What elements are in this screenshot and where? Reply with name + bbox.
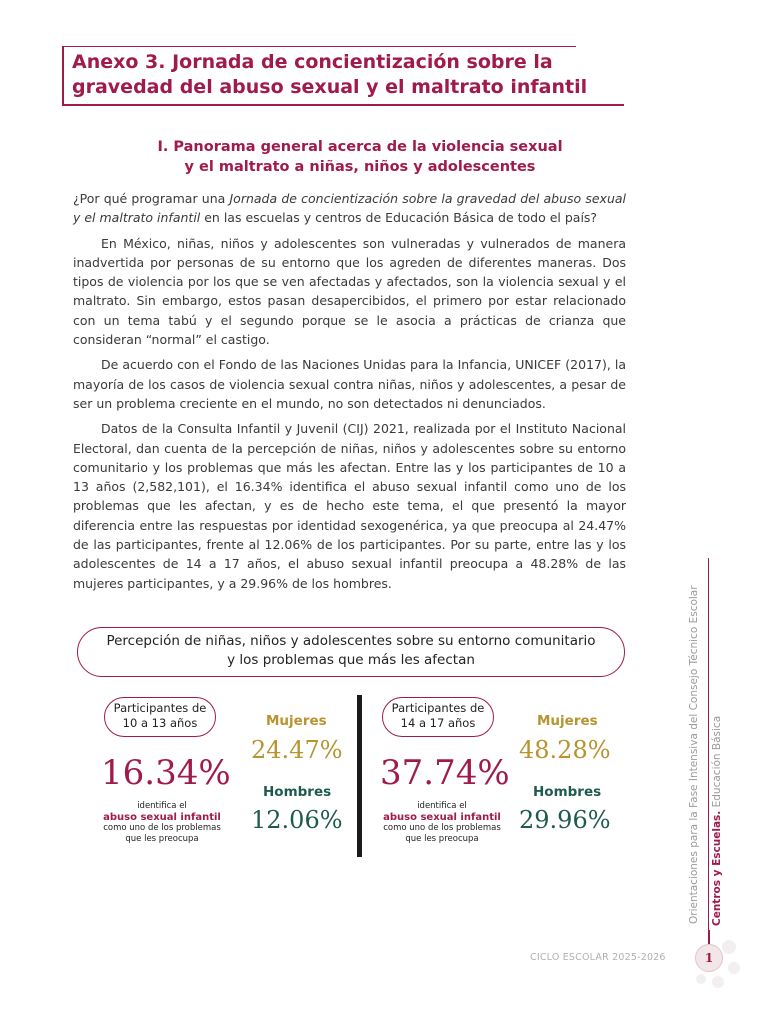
- title-frame-left: [62, 46, 64, 106]
- decor-circle: [722, 940, 736, 954]
- side-caption-rest: Educación Básica: [711, 715, 723, 811]
- title-frame-bottom: [62, 104, 624, 106]
- p1-end: en las escuelas y centros de Educación Básica de todo el país?: [200, 210, 598, 226]
- group-2-desc-line-1: identifica el: [417, 801, 467, 811]
- infographic-title-line-2: y los problemas que más les afectan: [227, 652, 475, 668]
- page-number: 1: [695, 944, 723, 972]
- paragraph-4: Datos de la Consulta Infantil y Juvenil (CIJ) 2021, realizada por el Instituto Nacional Electoral, dan cuenta de la percepción de niñas, niños y adolescentes sobre su entorno comunitario y los problemas que más les afectan. Entre las y los participantes de 10 a 13 años (2,582,101), el 16.34% identifica el abuso sexual infantil como uno de los problemas que les afectan, y es de hecho este tema, el que presentó la mayor diferencia entre las respuestas por identidad sexogenérica, ya que preocupa al 24.47% de las participantes, frente al 12.06% de los participantes. Por su parte, entre las y los adolescentes de 14 a 17 años, el abuso sexual infantil preocupa a 48.28% de las mujeres participantes, y a 29.96% de los hombres.: [73, 421, 626, 591]
- group-1-label-line-2: 10 a 13 años: [122, 716, 198, 730]
- paragraph-2: En México, niñas, niños y adolescentes son vulneradas y vulnerados de manera inadvertida por personas de su entorno que los agreden de diferentes maneras. Dos tipos de violencia por los que se ven afectadas y afectados, son la violencia sexual y el maltrato. Sin embargo, estos pasan desapercibidos, el primero por estar relacionado con un tema tabú y el segundo porque se le asocia a prácticas de crianza que consideran “normal” el castigo.: [73, 235, 626, 348]
- side-rule: [708, 558, 709, 930]
- group-2-label-line-2: 14 a 17 años: [400, 716, 476, 730]
- group-2-label-line-1: Participantes de: [391, 701, 485, 715]
- paragraph-3: De acuerdo con el Fondo de las Naciones Unidas para la Infancia, UNICEF (2017), la mayoría de los casos de violencia sexual contra niñas, niños y adolescentes, a pesar de ser un problema creciente en el mundo, no son detectados ni denunciados.: [73, 357, 626, 411]
- group-2-desc-line-2: como uno de los problemas: [383, 823, 501, 833]
- paragraph-1: [73, 189, 626, 228]
- group-1-men-label: Hombres: [263, 784, 332, 800]
- group-2-label: [382, 697, 494, 737]
- body-text: [73, 189, 626, 599]
- group-1-description: [92, 801, 232, 845]
- group-1-label-line-1: Participantes de: [113, 701, 207, 715]
- decor-circle: [696, 974, 706, 984]
- group-1-label: [104, 697, 216, 737]
- group-2-desc-line-3: que les preocupa: [405, 834, 479, 844]
- side-caption-2: [711, 716, 723, 926]
- group-1-total: 16.34%: [101, 753, 231, 793]
- group-1-men-value: 12.06%: [251, 806, 343, 834]
- infographic-title: [77, 627, 625, 677]
- p1-start: ¿Por qué programar una: [73, 191, 230, 206]
- group-2-men-value: 29.96%: [519, 806, 611, 834]
- group-1-desc-strong: abuso sexual infantil: [103, 812, 221, 823]
- group-2-men-label: Hombres: [533, 784, 602, 800]
- side-caption-bold: Centros y Escuelas.: [711, 810, 723, 926]
- group-1-women-value: 24.47%: [251, 736, 343, 764]
- subtitle-line-1: I. Panorama general acerca de la violencia sexual: [157, 139, 563, 155]
- page-title: Anexo 3. Jornada de concientización sobre la gravedad del abuso sexual y el maltrato infantil: [72, 51, 588, 98]
- group-2-total: 37.74%: [380, 753, 510, 793]
- group-2-desc-strong: abuso sexual infantil: [383, 812, 501, 823]
- group-1-women-label: Mujeres: [266, 713, 327, 729]
- decor-circle: [728, 962, 740, 974]
- section-subtitle: [120, 137, 600, 177]
- title-frame: [62, 46, 622, 108]
- p1-emphasis: Jornada de concientización sobre la gravedad del abuso sexual y el maltrato infantil: [73, 191, 627, 226]
- group-2-women-value: 48.28%: [519, 736, 611, 764]
- subtitle-line-2: y el maltrato a niñas, niños y adolescentes: [184, 159, 536, 175]
- group-2-description: [372, 801, 512, 845]
- title-frame-top: [62, 46, 576, 47]
- side-caption-1: Orientaciones para la Fase Intensiva del Consejo Técnico Escolar: [688, 585, 700, 924]
- group-1-desc-line-1: identifica el: [137, 801, 187, 811]
- infographic-title-line-1: Percepción de niñas, niños y adolescentes sobre su entorno comunitario: [106, 633, 596, 649]
- group-2-women-label: Mujeres: [537, 713, 598, 729]
- group-divider: [357, 695, 362, 857]
- decor-circle: [712, 976, 724, 988]
- group-1-desc-line-3: que les preocupa: [125, 834, 199, 844]
- group-1-desc-line-2: como uno de los problemas: [103, 823, 221, 833]
- footer-cycle: CICLO ESCOLAR 2025-2026: [530, 952, 666, 963]
